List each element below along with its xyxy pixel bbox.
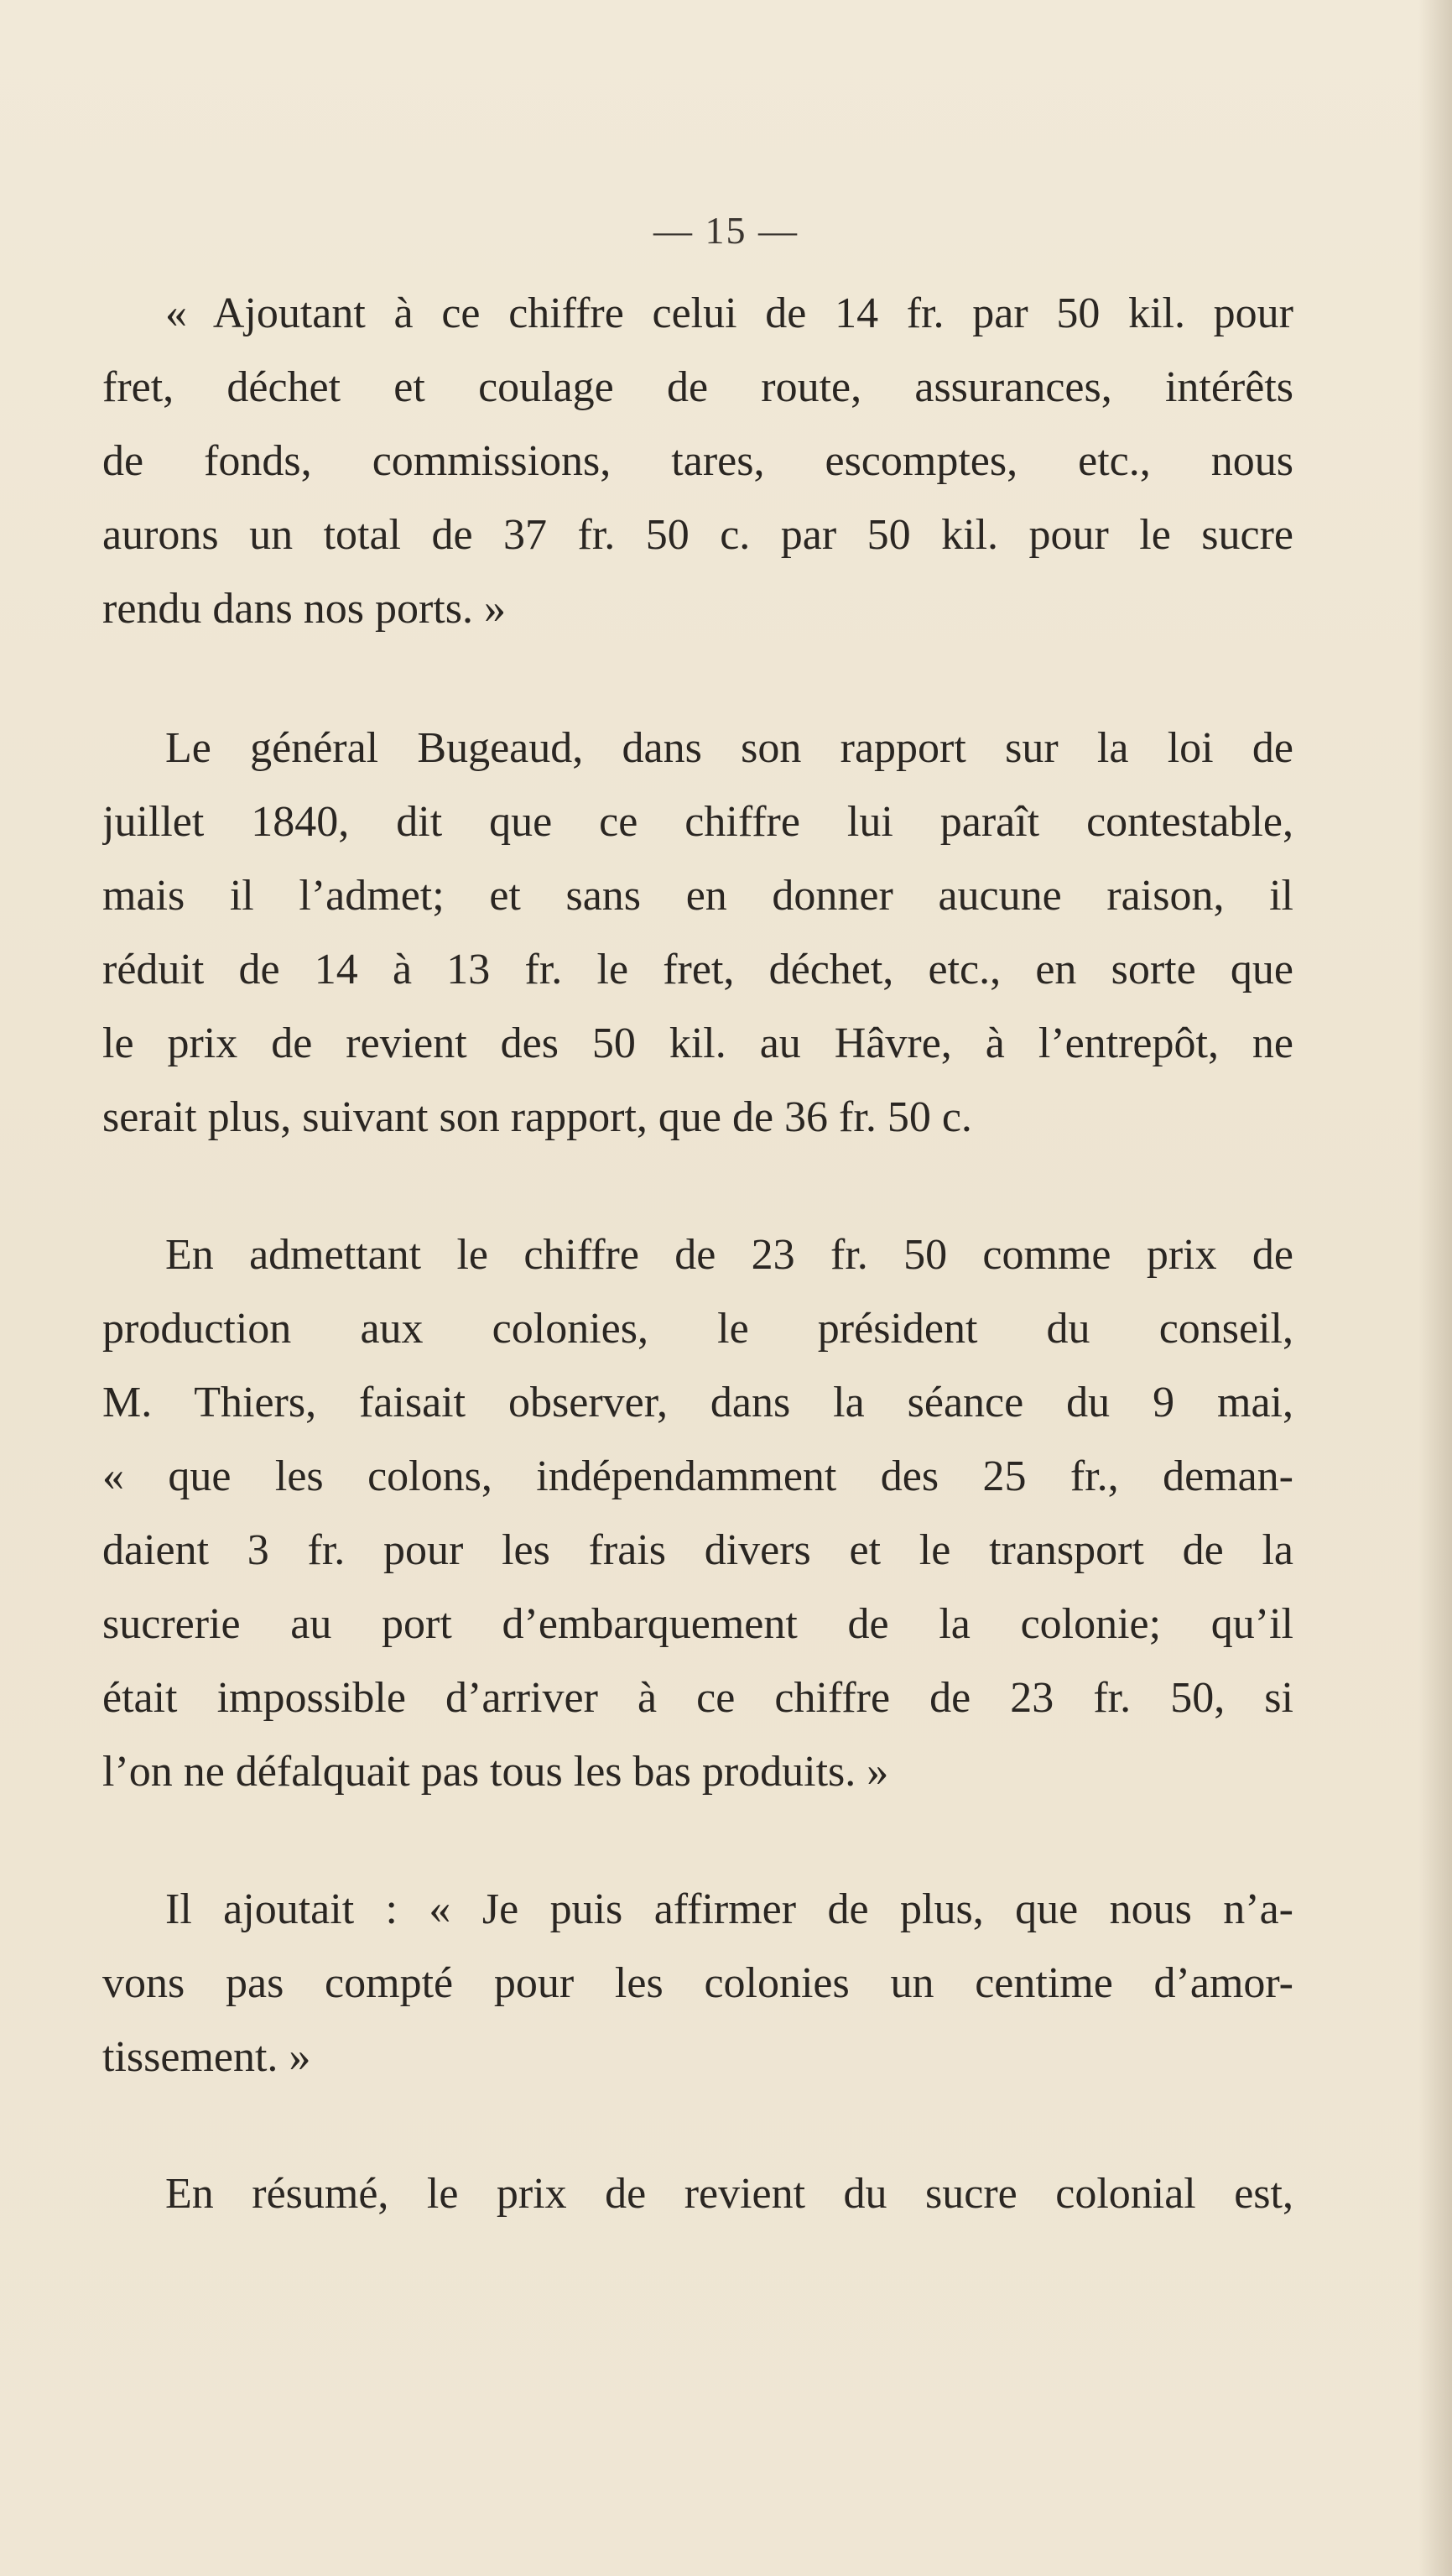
paragraph-3 (102, 1218, 1293, 1809)
text-line: de fonds, commissions, tares, escomptes, etc., nous (102, 437, 1293, 485)
text-line: daient 3 fr. pour les frais divers et le transport de la (102, 1526, 1293, 1574)
text-line: tissement. » (102, 2033, 311, 2081)
paragraph-2 (102, 712, 1293, 1155)
text-line: Le général Bugeaud, dans son rapport sur la loi de (165, 724, 1293, 772)
text-line: « que les colons, indépendamment des 25 fr., deman- (102, 1452, 1293, 1500)
text-line: rendu dans nos ports. » (102, 585, 506, 633)
text-line: le prix de revient des 50 kil. au Hâvre, à l’entrepôt, ne (102, 1019, 1293, 1067)
text-line: vons pas compté pour les colonies un centime d’amor- (102, 1959, 1293, 2007)
text-line: M. Thiers, faisait observer, dans la séance du 9 mai, (102, 1379, 1293, 1426)
paragraph-4 (102, 1873, 1293, 2094)
text-line: En admettant le chiffre de 23 fr. 50 comme prix de (165, 1231, 1293, 1279)
paragraph-1 (102, 277, 1293, 646)
text-line: juillet 1840, dit que ce chiffre lui paraît contestable, (102, 798, 1293, 846)
page-edge-shadow (1418, 0, 1452, 2576)
text-line: était impossible d’arriver à ce chiffre de 23 fr. 50, si (102, 1674, 1293, 1722)
text-line: sucrerie au port d’embarquement de la colonie; qu’il (102, 1600, 1293, 1648)
text-line: production aux colonies, le président du conseil, (102, 1305, 1293, 1353)
text-line: l’on ne défalquait pas tous les bas produits. » (102, 1748, 889, 1796)
paragraph-5 (102, 2157, 1293, 2231)
text-line: réduit de 14 à 13 fr. le fret, déchet, etc., en sorte que (102, 946, 1293, 993)
text-line: serait plus, suivant son rapport, que de 36 fr. 50 c. (102, 1093, 972, 1141)
text-line: Il ajoutait : « Je puis affirmer de plus, que nous n’a- (165, 1885, 1293, 1933)
page-number: — 15 — (653, 209, 799, 252)
text-line: « Ajoutant à ce chiffre celui de 14 fr. par 50 kil. pour (165, 289, 1293, 337)
text-line: mais il l’admet; et sans en donner aucune raison, il (102, 872, 1293, 920)
text-line: En résumé, le prix de revient du sucre colonial est, (165, 2170, 1293, 2218)
text-line: aurons un total de 37 fr. 50 c. par 50 kil. pour le sucre (102, 511, 1293, 559)
text-line: fret, déchet et coulage de route, assurances, intérêts (102, 363, 1293, 411)
